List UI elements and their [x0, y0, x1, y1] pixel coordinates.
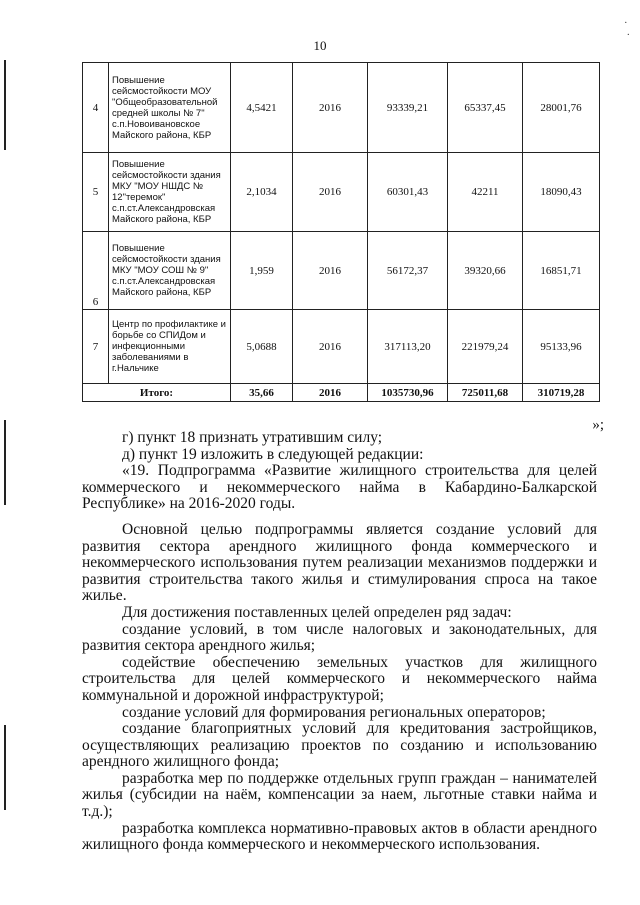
- financing-table: [82, 62, 600, 402]
- year-value: 2016: [293, 153, 368, 232]
- federal-value: 65337,45: [448, 63, 523, 153]
- federal-value: 42211: [448, 153, 523, 232]
- paragraph: д) пункт 19 изложить в следующей редакции:: [122, 445, 424, 463]
- paragraph: «19. Подпрограмма «Развитие жилищного строительства для целей коммерческого и некоммерческого найма в Кабардино-Балкарской Республике» на 2016-2020 годы.: [82, 462, 597, 513]
- total-year: 2016: [293, 384, 368, 402]
- total-federal: 725011,68: [448, 384, 523, 402]
- paragraph: Основной целью подпрограммы является создание условий для развития сектора арендного жилищного фонда коммерческого и некоммерческого использования путем реализации механизмов поддержки и развития строительства такого жилья и стимулирования спроса на такое жилье.: [82, 520, 597, 605]
- paragraph: разработка комплекса нормативно-правовых актов в области арендного жилищного фонда коммерческого и некоммерческого использования.: [82, 819, 597, 854]
- paragraph: создание условий, в том числе налоговых и законодательных, для развития сектора арендного жилья;: [82, 620, 597, 655]
- total-area: 35,66: [231, 384, 293, 402]
- body-text: [82, 430, 597, 854]
- page-number: 10: [313, 38, 327, 53]
- table-row: [83, 63, 600, 153]
- table-row: [83, 232, 600, 310]
- regional-value: 95133,96: [523, 310, 600, 384]
- scan-margin-line: [4, 725, 6, 810]
- quote-close: »;: [592, 417, 604, 433]
- total-regional: 310719,28: [523, 384, 600, 402]
- total-value: 317113,20: [368, 310, 448, 384]
- object-name: Повышение сейсмостойкости МОУ "Общеобразовательной средней школы № 7" с.п.Новоивановское Майского района, КБР: [109, 63, 231, 153]
- regional-value: 16851,71: [523, 232, 600, 310]
- area-value: 4,5421: [231, 63, 293, 153]
- paragraph: содействие обеспечению земельных участков для жилищного строительства для целей коммерческого и некоммерческого найма коммунальной и дорожной инфраструктурой;: [82, 653, 597, 704]
- row-number: 6: [83, 232, 109, 310]
- total-value: 93339,21: [368, 63, 448, 153]
- grand-total: 1035730,96: [368, 384, 448, 402]
- year-value: 2016: [293, 232, 368, 310]
- total-value: 60301,43: [368, 153, 448, 232]
- area-value: 5,0688: [231, 310, 293, 384]
- paragraph: создание благоприятных условий для кредитования застройщиков, осуществляющих реализацию проектов по созданию и использованию арендного жилищного фонда;: [82, 720, 597, 771]
- federal-value: 221979,24: [448, 310, 523, 384]
- table-row: [83, 153, 600, 232]
- row-number: 5: [83, 153, 109, 232]
- row-number: 4: [83, 63, 109, 153]
- regional-value: 18090,43: [523, 153, 600, 232]
- scan-specks: · ·: [624, 18, 630, 41]
- total-row: [83, 384, 600, 402]
- paragraph: Для достижения поставленных целей определен ряд задач:: [122, 603, 512, 621]
- object-name: Центр по профилактике и борьбе со СПИДом и инфекционными заболеваниями в г.Нальчике: [109, 310, 231, 384]
- year-value: 2016: [293, 63, 368, 153]
- total-value: 56172,37: [368, 232, 448, 310]
- paragraph: г) пункт 18 признать утратившим силу;: [122, 429, 383, 446]
- scan-margin-line: [4, 60, 6, 150]
- scan-margin-line: [4, 420, 6, 505]
- row-number: 7: [83, 310, 109, 384]
- area-value: 1,959: [231, 232, 293, 310]
- paragraph: создание условий для формирования региональных операторов;: [122, 703, 546, 721]
- object-name: Повышение сейсмостойкости здания МКУ "МОУ СОШ № 9" с.п.ст.Александровская Майского района, КБР: [109, 232, 231, 310]
- regional-value: 28001,76: [523, 63, 600, 153]
- area-value: 2,1034: [231, 153, 293, 232]
- paragraph: разработка мер по поддержке отдельных групп граждан – нанимателей жилья (субсидии на наём, компенсации за наем, льготные ставки найма и т.д.);: [82, 769, 597, 821]
- object-name: Повышение сейсмостойкости здания МКУ "МОУ НШДС № 12"теремок" с.п.ст.Александровская Майского района, КБР: [109, 153, 231, 232]
- total-label: Итого:: [83, 384, 231, 402]
- table-row: [83, 310, 600, 384]
- year-value: 2016: [293, 310, 368, 384]
- federal-value: 39320,66: [448, 232, 523, 310]
